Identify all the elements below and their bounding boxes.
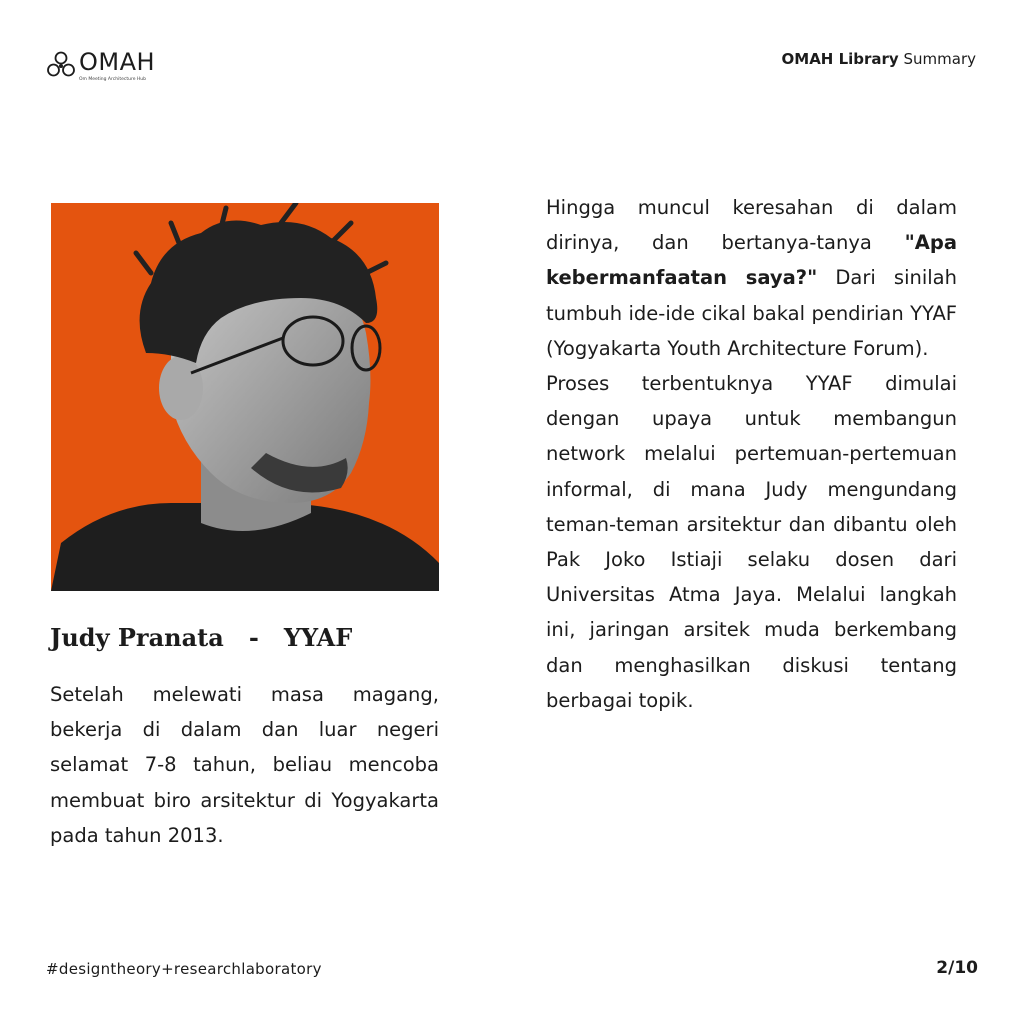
brand-name: OMAH	[79, 48, 156, 76]
person-name: Judy Pranata	[50, 623, 224, 652]
right-paragraph-1	[546, 190, 957, 366]
left-paragraph: Setelah melewati masa magang, bekerja di dalam dan luar negeri selamat 7-8 tahun, beliau mencoba membuat biro arsitektur di Yogyakarta pada tahun 2013.	[50, 683, 439, 847]
page-number: 2/10	[936, 958, 978, 978]
header-title-bold: OMAH Library	[781, 50, 899, 68]
header-title-rest: Summary	[903, 50, 976, 68]
right-paragraph-1-part2: Dari sinilah tumbuh ide-ide cikal bakal pendirian YYAF (Yogyakarta Youth Architecture Forum).	[546, 266, 957, 360]
right-paragraph-1-part1: Hingga muncul keresahan di dalam dirinya, dan bertanya-tanya	[546, 196, 957, 255]
name-separator: -	[248, 623, 259, 652]
footer-hashtag: #designtheory+researchlaboratory	[46, 960, 322, 978]
right-paragraph-1-bold: "Apa kebermanfaatan saya?"	[546, 231, 957, 290]
right-paragraph-2: Proses terbentuknya YYAF dimulai dengan upaya untuk membangun network melalui pertemuan-pertemuan informal, di mana Judy mengundang teman-teman arsitektur dan dibantu oleh Pak Joko Istiaji selaku dosen dari Universitas Atma Jaya. Melalui langkah ini, jaringan arsitek muda berkembang dan menghasilkan diskusi tentang berbagai topik.	[546, 372, 957, 712]
person-name-line	[50, 620, 450, 656]
header-title	[782, 49, 976, 69]
person-org: YYAF	[283, 623, 353, 652]
portrait-photo-icon	[51, 203, 439, 591]
portrait-photo	[51, 203, 439, 591]
omah-logo	[46, 47, 186, 87]
brand-tagline: Om Meeting Architecture Hub	[79, 77, 147, 82]
right-column	[546, 190, 957, 718]
triskelion-logo-icon	[46, 51, 76, 77]
